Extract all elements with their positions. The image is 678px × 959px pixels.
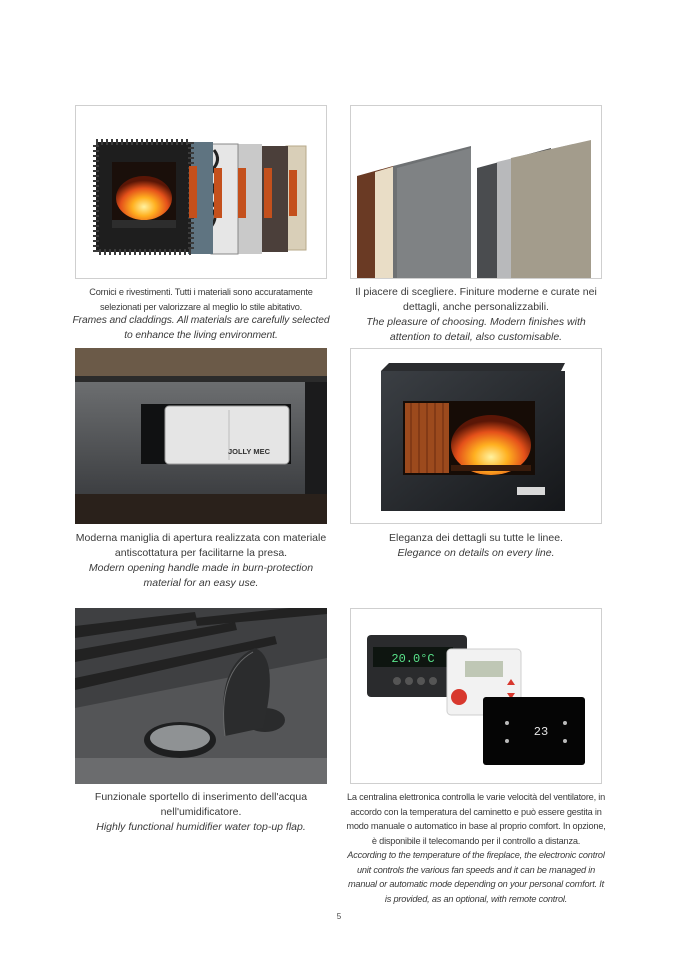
humidifier-caption-en: Highly functional humidifier water top-up flap. bbox=[96, 821, 306, 833]
frames-caption bbox=[70, 285, 332, 343]
handle-caption bbox=[70, 531, 332, 591]
control-caption-it: La centralina elettronica controlla le varie velocità del ventilatore, in accordo con la temperatura del caminetto e può essere gestita in modo manuale o automatico in base al proprio comfort. In opzione, è disponibile il telecomando per il controllo a distanza. bbox=[346, 792, 606, 846]
elegance-caption-it: Eleganza dei dettagli su tutte le linee. bbox=[389, 532, 563, 544]
frames-image bbox=[75, 105, 327, 279]
finishes-image bbox=[350, 105, 602, 279]
handle-brand-label: JOLLY MEC bbox=[227, 447, 271, 456]
frames-caption-en: Frames and claddings. All materials are carefully selected to enhance the living environment. bbox=[72, 315, 330, 341]
control-image bbox=[350, 608, 602, 784]
frames-caption-it: Cornici e rivestimenti. Tutti i materiali sono accuratamente selezionati per valorizzare al meglio lo stile abitativo. bbox=[89, 287, 313, 312]
finishes-caption-en: The pleasure of choosing. Modern finishes with attention to detail, also customisable. bbox=[366, 316, 586, 343]
elegance-image bbox=[350, 348, 602, 524]
control-display-right: 23 bbox=[533, 725, 549, 739]
handle-caption-it: Moderna maniglia di apertura realizzata con materiale antiscottatura per facilitarne la presa. bbox=[75, 532, 327, 559]
finishes-caption bbox=[352, 285, 600, 345]
handle-image bbox=[75, 348, 327, 524]
control-caption-en: According to the temperature of the fireplace, the electronic control unit controls the various fan speeds and it can be managed in manual or automatic mode depending on your personal comfort. It is provided, as an optional, with remote control. bbox=[347, 850, 605, 904]
elegance-caption-en: Elegance on details on every line. bbox=[397, 547, 555, 559]
humidifier-image bbox=[75, 608, 327, 784]
control-caption bbox=[346, 790, 606, 906]
page-number: 5 bbox=[336, 912, 342, 921]
humidifier-caption-it: Funzionale sportello di inserimento dell'acqua nell'umidificatore. bbox=[94, 791, 308, 818]
control-display-left: 20.0°C bbox=[391, 652, 435, 666]
humidifier-caption bbox=[70, 790, 332, 835]
finishes-caption-it: Il piacere di scegliere. Finiture moderne e curate nei dettagli, anche personalizzabili. bbox=[355, 286, 597, 313]
elegance-caption bbox=[352, 531, 600, 561]
handle-caption-en: Modern opening handle made in burn-protection material for an easy use. bbox=[88, 562, 314, 589]
